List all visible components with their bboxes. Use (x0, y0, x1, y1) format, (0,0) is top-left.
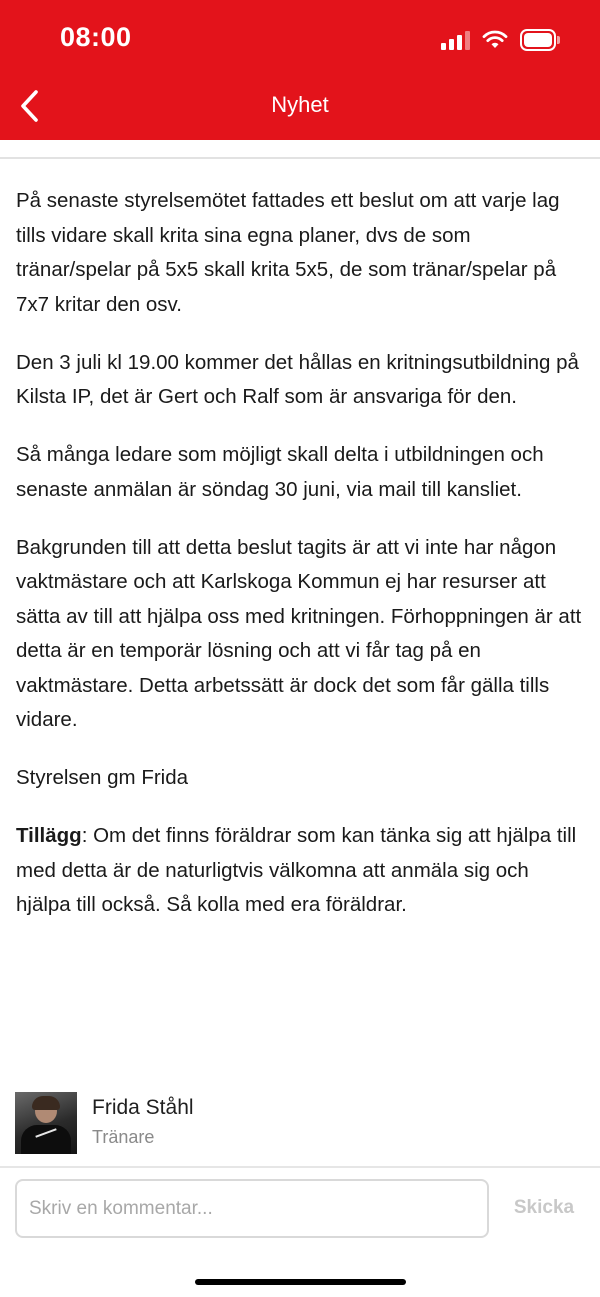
header-divider (0, 157, 600, 159)
author-role: Tränare (92, 1127, 155, 1147)
article-paragraph: Så många ledare som möjligt skall delta i utbildningen och senaste anmälan är söndag 30 juni, via mail till kansliet. (16, 443, 544, 501)
page-title: Nyhet (271, 92, 329, 117)
wifi-icon (482, 30, 508, 50)
author-name: Frida Ståhl (92, 1096, 194, 1119)
comment-input[interactable] (15, 1179, 489, 1238)
addendum-label: Tillägg (16, 824, 82, 847)
status-time: 08:00 (60, 22, 132, 52)
article-paragraph: Bakgrunden till att detta beslut tagits är att vi inte har någon vaktmästare och att Karlskoga Kommun ej har resurser att sätta av till att hjälpa oss med kritningen. Förhoppningen är att detta är en temporär lösning och att vi får tag på en vaktmästare. Detta arbetssätt är dock det som får gälla tills vidare. (16, 535, 582, 731)
signal-icon (441, 30, 470, 50)
article-addendum (16, 819, 588, 923)
app-header (0, 0, 600, 140)
article-signature: Styrelsen gm Frida (16, 766, 189, 789)
home-indicator[interactable] (195, 1279, 406, 1285)
article-paragraph: Den 3 juli kl 19.00 kommer det hållas en kritningsutbildning på Kilsta IP, det är Gert och Ralf som är ansvariga för den. (16, 350, 579, 408)
battery-icon (520, 29, 560, 51)
addendum-text: : Om det finns föräldrar som kan tänka sig att hjälpa till med detta är de naturligtvis välkomna att anmäla sig och hjälpa till också. Så kolla med era föräldrar. (16, 824, 577, 916)
comment-bar (0, 1166, 600, 1297)
send-button[interactable]: Skicka (504, 1192, 584, 1224)
author-card[interactable] (15, 1092, 194, 1154)
article-paragraph: På senaste styrelsemötet fattades ett beslut om att varje lag tills vidare skall krita sina egna planer, dvs de som tränar/spelar på 5x5 skall krita 5x5, de som tränar/spelar på 7x7 kritar den osv. (16, 189, 560, 316)
article-body (16, 184, 588, 946)
author-info (92, 1092, 194, 1152)
avatar[interactable] (15, 1092, 77, 1154)
status-icons (441, 28, 560, 52)
